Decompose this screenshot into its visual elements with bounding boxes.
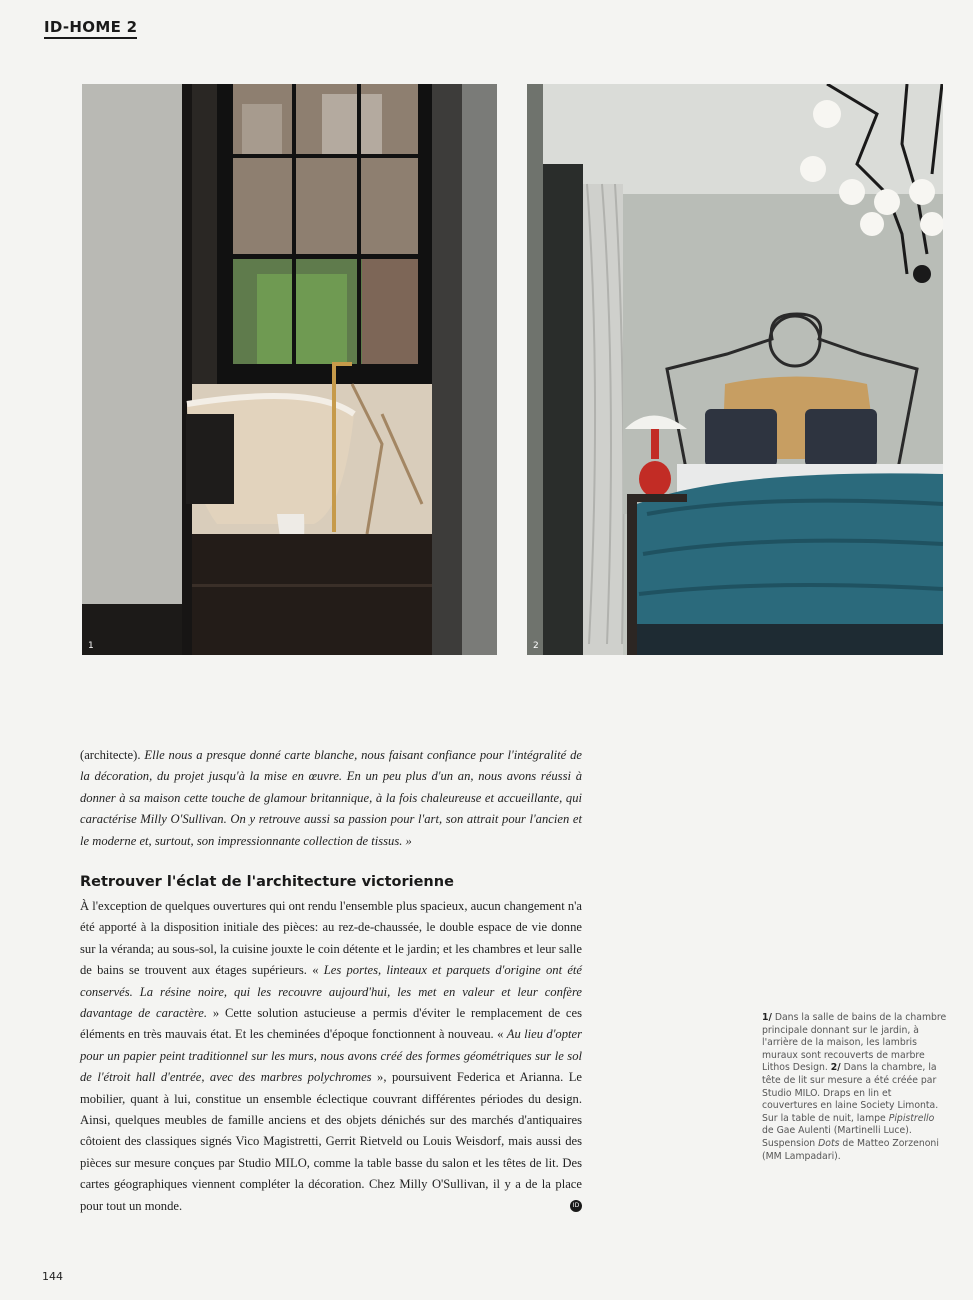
photo-bedroom [527,84,943,655]
photo-bathroom [82,84,497,655]
photo-caption: 1/ Dans la salle de bains de la chambre principale donnant sur le jardin, à l'arrière de la maison, les lambris muraux sont recouverts de marbre Lithos Design. 2/ Dans la chambre, la tête de lit sur mesure a été créée par Studio MILO. Draps en lin et couvertures en laine Society Limonta. Sur la table de nuit, lampe Pipistrello de Gae Aulenti (Martinelli Luce). Suspension Dots de Matteo Zorzenoni (MM Lampadari). [762,1012,947,1162]
page-number: 144 [42,1270,63,1283]
photo-number: 2 [533,641,539,651]
article-paragraph: À l'exception de quelques ouvertures qui ont rendu l'ensemble plus spacieux, aucun changement n'a été apporté à la disposition initiale des pièces: au rez-de-chaussée, le double espace de vie donne sur la véranda; au sous-sol, la cuisine jouxte le coin détente et le jardin; et les chambres et leur salle de bains se trouvent aux étages supérieurs. « Les portes, linteaux et parquets d'origine ont été conservés. La résine noire, qui les recouvre aujourd'hui, les met en valeur et leur confère davantage de caractère. » Cette solution astucieuse a permis d'éviter le remplacement de ces éléments en très mauvais état. Et les cheminées d'époque fonctionnent à nouveau. « Au lieu d'opter pour un papier peint traditionnel sur les murs, nous avons créé des formes géométriques sur le sol de l'étroit hall d'entrée, avec des marbres polychromes », poursuivent Federica et Arianna. Le mobilier, quant à lui, constitue un ensemble éclectique couvrant différentes périodes du design. Ainsi, quelques meubles de famille anciens et des objets dénichés sur des marchés d'antiquaires côtoient des classiques signés Vico Magistretti, Gerrit Rietveld ou Louis Weisdorf, mais aussi des pièces sur mesure conçues par Studio MILO, comme la table basse du salon et les têtes de lit. Des cartes géographiques viennent compléter la décoration. Chez Milly O'Sullivan, il y a de la place pour tout un monde. ID [80,899,583,1213]
section-heading: Retrouver l'éclat de l'architecture victorienne [80,874,454,890]
end-mark-icon: ID [570,1200,582,1212]
photo-number: 1 [88,641,94,651]
article-paragraph: (architecte). Elle nous a presque donné carte blanche, nous faisant confiance pour l'intégralité de la décoration, du projet jusqu'à la mise en œuvre. En un peu plus d'un an, nous avons réussi à donner à sa maison cette touche de glamour britannique, à la fois chaleureuse et accueillante, qui caractérise Milly O'Sullivan. On y retrouve aussi sa passion pour l'art, son attrait pour l'ancien et le moderne et, surtout, son impressionnante collection de tissus. » [80,748,582,848]
section-header: ID-HOME 2 [44,18,137,39]
